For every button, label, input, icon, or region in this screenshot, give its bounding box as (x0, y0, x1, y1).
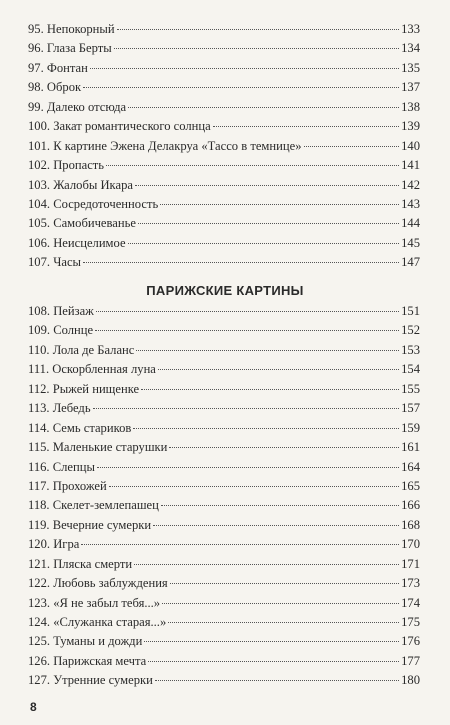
toc-entry (28, 59, 420, 78)
toc-entry (28, 253, 420, 272)
dot-leader (128, 107, 399, 108)
dot-leader (168, 622, 399, 623)
toc-entry-title: 108. Пейзаж (28, 304, 94, 318)
toc-entry-title: 105. Самобичеванье (28, 216, 136, 231)
toc-entry-page: 177 (401, 653, 420, 668)
toc-entry-title: 106. Неисцелимое (28, 235, 126, 250)
toc-entry-title: 112. Рыжей нищенке (28, 381, 140, 396)
toc-entry-page: 151 (401, 304, 420, 318)
dot-leader (141, 389, 399, 390)
toc-entry-page: 168 (401, 517, 420, 532)
toc-entry (28, 117, 420, 136)
toc-entry-title: 119. Вечерние сумерки (28, 517, 152, 532)
toc-entry-page: 164 (401, 459, 420, 474)
dot-leader (83, 262, 399, 263)
toc-entry (28, 574, 420, 593)
toc-entry-title: 101. К картине Эжена Делакруа «Тассо в темнице» (28, 138, 302, 153)
toc-entry (28, 458, 420, 477)
toc-entry-title: 115. Маленькие старушки (28, 440, 168, 455)
toc-entry-page: 143 (401, 196, 420, 211)
toc-entry-page: 152 (401, 323, 420, 338)
toc-entry-page: 135 (401, 60, 420, 75)
toc-entry (28, 137, 420, 156)
dot-leader (90, 68, 399, 69)
toc-entry-title: 122. Любовь заблуждения (28, 576, 168, 591)
dot-leader (153, 525, 399, 526)
table-of-contents-part-1 (28, 20, 420, 273)
toc-entry (28, 632, 420, 651)
toc-entry-page: 170 (401, 537, 420, 552)
toc-entry-page: 176 (401, 634, 420, 649)
toc-entry-page: 133 (401, 22, 420, 36)
toc-entry-page: 180 (401, 673, 420, 688)
toc-entry-title: 118. Скелет-землепашец (28, 498, 159, 513)
dot-leader (128, 243, 400, 244)
toc-entry (28, 39, 420, 58)
toc-entry (28, 78, 420, 97)
toc-entry-title: 126. Парижская мечта (28, 653, 147, 668)
dot-leader (97, 467, 399, 468)
toc-entry-page: 137 (401, 80, 420, 95)
toc-entry (28, 195, 420, 214)
toc-entry-page: 157 (401, 401, 420, 416)
toc-entry (28, 156, 420, 175)
toc-entry-title: 96. Глаза Берты (28, 41, 112, 56)
toc-entry-title: 110. Лола де Баланс (28, 342, 135, 357)
toc-entry-title: 95. Непокорный (28, 22, 115, 36)
dot-leader (170, 583, 399, 584)
toc-entry-title: 120. Игра (28, 537, 80, 552)
toc-entry-page: 145 (401, 235, 420, 250)
toc-entry (28, 652, 420, 671)
toc-entry-title: 125. Туманы и дожди (28, 634, 143, 649)
toc-entry-page: 141 (401, 158, 420, 173)
section-heading: ПАРИЖСКИЕ КАРТИНЫ (146, 283, 304, 298)
toc-entry-title: 109. Солнце (28, 323, 94, 338)
toc-entry-title: 97. Фонтан (28, 60, 88, 75)
dot-leader (117, 29, 399, 30)
toc-entry (28, 496, 420, 515)
toc-entry (28, 20, 420, 39)
toc-entry-title: 111. Оскорбленная луна (28, 362, 156, 377)
toc-entry-page: 154 (401, 362, 420, 377)
toc-entry-title: 107. Часы (28, 255, 82, 270)
toc-entry-page: 155 (401, 381, 420, 396)
toc-entry-page: 138 (401, 99, 420, 114)
toc-entry-page: 171 (401, 556, 420, 571)
toc-entry (28, 302, 420, 321)
dot-leader (134, 564, 399, 565)
toc-entry (28, 613, 420, 632)
toc-entry-page: 165 (401, 478, 420, 493)
dot-leader (133, 428, 399, 429)
toc-entry (28, 671, 420, 690)
toc-entry-title: 124. «Служанка старая...» (28, 615, 167, 629)
toc-entry-page: 144 (401, 216, 420, 231)
page-number: 8 (30, 700, 37, 714)
dot-leader (155, 680, 399, 681)
dot-leader (109, 486, 399, 487)
dot-leader (95, 330, 399, 331)
dot-leader (114, 48, 399, 49)
toc-entry (28, 321, 420, 340)
table-of-contents-part-2 (28, 302, 420, 691)
toc-entry-page: 139 (401, 119, 420, 134)
toc-entry-page: 159 (401, 420, 420, 435)
toc-entry (28, 419, 420, 438)
toc-entry-title: 113. Лебедь (28, 401, 91, 416)
dot-leader (161, 505, 399, 506)
dot-leader (148, 661, 399, 662)
toc-entry (28, 555, 420, 574)
toc-entry-title: 103. Жалобы Икара (28, 177, 133, 192)
dot-leader (144, 641, 399, 642)
dot-leader (169, 447, 399, 448)
dot-leader (93, 408, 400, 409)
toc-entry (28, 380, 420, 399)
toc-entry (28, 535, 420, 554)
dot-leader (160, 204, 399, 205)
dot-leader (135, 185, 399, 186)
toc-entry-title: 98. Оброк (28, 80, 82, 95)
toc-entry (28, 360, 420, 379)
toc-entry (28, 477, 420, 496)
toc-entry-title: 116. Слепцы (28, 459, 95, 474)
toc-entry-title: 102. Пропасть (28, 158, 105, 173)
toc-entry (28, 516, 420, 535)
toc-entry-page: 153 (401, 342, 420, 357)
toc-entry-page: 166 (401, 498, 420, 513)
toc-entry-title: 123. «Я не забыл тебя...» (28, 595, 161, 610)
toc-entry (28, 176, 420, 195)
dot-leader (96, 311, 399, 312)
toc-entry (28, 234, 420, 253)
toc-entry-title: 114. Семь стариков (28, 420, 132, 435)
dot-leader (138, 223, 399, 224)
dot-leader (158, 369, 399, 370)
dot-leader (136, 350, 399, 351)
toc-entry-title: 100. Закат романтического солнца (28, 119, 211, 134)
toc-entry-page: 140 (401, 138, 420, 153)
dot-leader (304, 146, 400, 147)
toc-entry-page: 134 (401, 41, 420, 56)
dot-leader (81, 544, 399, 545)
dot-leader (213, 126, 399, 127)
toc-entry-page: 173 (401, 576, 420, 591)
toc-entry-page: 147 (401, 255, 420, 270)
toc-entry-title: 127. Утренние сумерки (28, 673, 153, 688)
toc-entry-title: 117. Прохожей (28, 478, 107, 493)
toc-entry-title: 104. Сосредоточенность (28, 196, 159, 211)
toc-entry (28, 438, 420, 457)
toc-entry (28, 214, 420, 233)
toc-entry (28, 341, 420, 360)
toc-entry-title: 121. Пляска смерти (28, 556, 133, 571)
toc-entry-page: 142 (401, 177, 420, 192)
toc-entry (28, 98, 420, 117)
toc-entry-title: 99. Далеко отсюда (28, 99, 127, 114)
dot-leader (83, 87, 399, 88)
toc-entry (28, 594, 420, 613)
toc-entry-page: 175 (401, 615, 420, 629)
dot-leader (162, 603, 399, 604)
toc-entry-page: 174 (401, 595, 420, 610)
toc-entry (28, 399, 420, 418)
dot-leader (106, 165, 399, 166)
toc-entry-page: 161 (401, 440, 420, 455)
